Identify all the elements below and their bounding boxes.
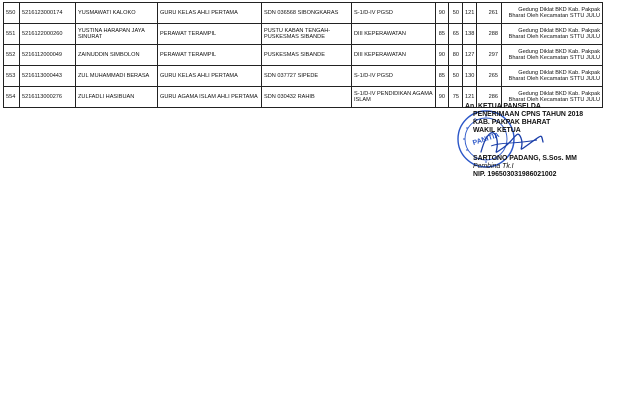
row-no-cell: 553	[4, 66, 20, 87]
row-name-cell: YUSMAWATI KALOKO	[76, 3, 158, 24]
row-score3-cell: 130	[463, 66, 477, 87]
sig-line-1: An. KETUA PANSELDA	[465, 103, 541, 110]
row-test-location-cell: Gedung Diklat BKD Kab. Pakpak Bharat Oleh Kecamatan STTU JULU	[502, 3, 603, 24]
table-row	[4, 66, 603, 87]
row-name-cell: ZAINUDDIN SIMBOLON	[76, 45, 158, 66]
stamp-text: PANITIA	[472, 131, 501, 148]
row-score2-cell: 50	[449, 66, 463, 87]
row-position-cell: GURU AGAMA ISLAM AHLI PERTAMA	[158, 87, 262, 108]
row-position-cell: PERAWAT TERAMPIL	[158, 45, 262, 66]
row-test-location-cell: Gedung Diklat BKD Kab. Pakpak Bharat Oleh Kecamatan STTU JULU	[502, 87, 603, 108]
row-total-cell: 286	[477, 87, 502, 108]
row-id-cell: 5216113000443	[20, 66, 76, 87]
signer-rank: Pembina Tk.I	[473, 163, 514, 170]
row-id-cell: 5216113000276	[20, 87, 76, 108]
row-location-cell: PUSTU KABAN TENGAH-PUSKESMAS SIBANDE	[262, 24, 352, 45]
signature-block	[455, 100, 635, 190]
sig-line-3: KAB. PAKPAK BHARAT	[473, 119, 551, 126]
signer-name: SARTONO PADANG, S.Sos. MM	[473, 155, 577, 162]
row-score2-cell: 80	[449, 45, 463, 66]
row-score1-cell: 90	[436, 87, 449, 108]
row-education-cell: S-1/D-IV PGSD	[352, 3, 436, 24]
row-score2-cell: 75	[449, 87, 463, 108]
row-score3-cell: 138	[463, 24, 477, 45]
row-total-cell: 261	[477, 3, 502, 24]
row-education-cell: S-1/D-IV PGSD	[352, 66, 436, 87]
table-row	[4, 45, 603, 66]
sig-line-2: PENERIMAAN CPNS TAHUN 2018	[473, 111, 584, 118]
table-body	[4, 3, 603, 108]
row-score3-cell: 121	[463, 87, 477, 108]
row-location-cell: SDN 030432 RAHIB	[262, 87, 352, 108]
row-test-location-cell: Gedung Diklat BKD Kab. Pakpak Bharat Oleh Kecamatan STTU JULU	[502, 24, 603, 45]
row-education-cell: DIII KEPERAWATAN	[352, 45, 436, 66]
row-score1-cell: 85	[436, 66, 449, 87]
row-score1-cell: 90	[436, 3, 449, 24]
row-id-cell: 5216122000260	[20, 24, 76, 45]
row-name-cell: YUSTINA HARAPAN JAYA SINURAT	[76, 24, 158, 45]
table-row	[4, 24, 603, 45]
row-no-cell: 550	[4, 3, 20, 24]
row-score1-cell: 90	[436, 45, 449, 66]
signer-nip: NIP. 196503031986021002	[473, 171, 557, 178]
row-score2-cell: 50	[449, 3, 463, 24]
row-location-cell: SDN 036568 SIBONGKARAS	[262, 3, 352, 24]
row-position-cell: GURU KELAS AHLI PERTAMA	[158, 66, 262, 87]
row-score3-cell: 121	[463, 3, 477, 24]
row-id-cell: 5216123000174	[20, 3, 76, 24]
row-test-location-cell: Gedung Diklat BKD Kab. Pakpak Bharat Oleh Kecamatan STTU JULU	[502, 66, 603, 87]
row-score1-cell: 85	[436, 24, 449, 45]
row-no-cell: 552	[4, 45, 20, 66]
row-name-cell: ZULFADLI HASIBUAN	[76, 87, 158, 108]
row-location-cell: PUSKESMAS SIBANDE	[262, 45, 352, 66]
row-position-cell: PERAWAT TERAMPIL	[158, 24, 262, 45]
row-position-cell: GURU KELAS AHLI PERTAMA	[158, 3, 262, 24]
table-row	[4, 3, 603, 24]
row-no-cell: 554	[4, 87, 20, 108]
row-education-cell: S-1/D-IV PENDIDIKAN AGAMA ISLAM	[352, 87, 436, 108]
row-id-cell: 5216112000049	[20, 45, 76, 66]
row-total-cell: 265	[477, 66, 502, 87]
row-score3-cell: 127	[463, 45, 477, 66]
row-test-location-cell: Gedung Diklat BKD Kab. Pakpak Bharat Oleh Kecamatan STTU JULU	[502, 45, 603, 66]
sig-line-4: WAKIL KETUA	[473, 127, 521, 134]
row-location-cell: SDN 037727 SIPEDE	[262, 66, 352, 87]
row-total-cell: 297	[477, 45, 502, 66]
row-score2-cell: 65	[449, 24, 463, 45]
results-table	[3, 2, 603, 108]
row-education-cell: DIII KEPERAWATAN	[352, 24, 436, 45]
row-name-cell: ZUL MUHAMMADI BERASA	[76, 66, 158, 87]
row-no-cell: 551	[4, 24, 20, 45]
row-total-cell: 288	[477, 24, 502, 45]
